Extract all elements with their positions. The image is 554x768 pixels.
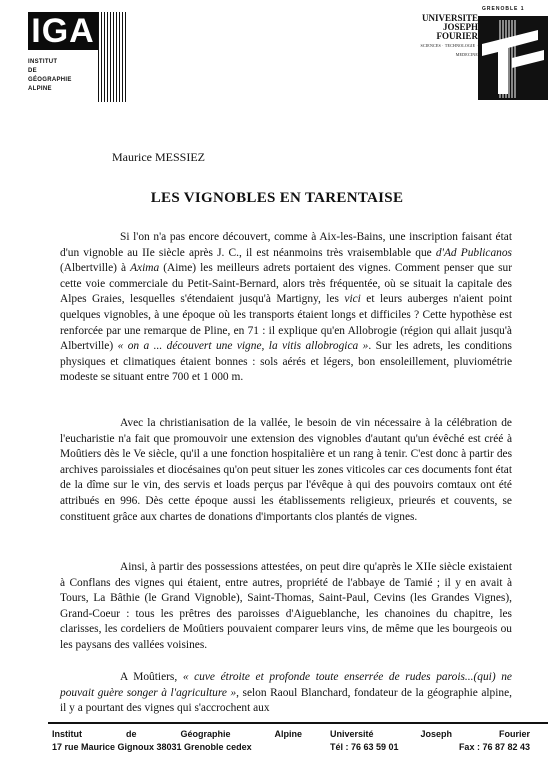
ujf-wordmark [418,14,478,59]
ujf-logo [418,6,548,102]
university-contact [330,741,530,754]
institute-address: 17 rue Maurice Gignoux 38031 Grenoble cedex [52,742,252,752]
university-word: Joseph [420,729,453,739]
iga-name-line: ALPINE [28,86,52,92]
paragraph-emphasis: vici [344,293,361,306]
iga-acronym: IGA [28,12,98,50]
footer-institute [52,728,302,754]
ujf-emblem-icon [478,14,548,102]
footer-divider [48,722,548,724]
paragraph-text: Si l'on n'a pas encore découvert, comme à Aix-les-Bains, une inscription faisant état d'un vignoble au IIe siècle après J. C., il est néanmoins très vraisemblable que [60,231,512,259]
ujf-line-3: SCIENCES · TECHNOLOGIE · MEDECINE [420,43,478,57]
ujf-line-1: UNIVERSITE [421,13,478,23]
iga-name-line: INSTITUT [28,59,58,65]
iga-logo [28,12,112,104]
institute-word: Alpine [274,729,302,739]
institute-name [52,728,302,741]
university-word: Université [330,729,374,739]
university-word: Fourier [498,729,530,739]
university-name [330,728,530,741]
paragraph-text: . Sur les adrets, les conditions physiques et climatiques étaient bonnes : sols aérés et légers, bon ensoleillement, pluviométrie modeste se situant entre 700 et 1 000 m. [60,340,512,384]
ujf-tag: GRENOBLE 1 [482,6,525,12]
iga-name-line: GÉOGRAPHIE [28,77,72,83]
footer-university [330,728,530,754]
paragraph-emphasis: « on a ... découvert une vigne, la vitis allobrogica » [117,340,369,353]
paragraph-emphasis: Axima [130,262,160,275]
fax-number: Fax : 76 87 82 43 [458,742,530,752]
ujf-line-2: JOSEPH FOURIER [436,22,478,41]
paragraph-text: (Albertville) à [60,262,131,275]
institute-word: Géographie [180,729,231,739]
paragraph-text: A Moûtiers, [120,671,183,683]
paragraph-4 [60,670,512,717]
paragraph-text: , selon Raoul Blanchard, fondateur de la géographie alpine, il y a pourtant des vignes qui s'accrochent aux [60,686,512,715]
institute-word: Institut [52,729,82,739]
paragraph-1 [60,230,512,386]
paragraph-text: (Aime) les meilleurs adrets portaient des vignes. Comment penser que sur cette voie commerciale du Petit-Saint-Bernard, alors très fréquentée, où se situait la capitale des Alpes Graies, lesquelles s'étendaient jusqu'à Martigny, les [60,262,512,306]
document-title: LES VIGNOBLES EN TARENTAISE [150,190,404,206]
iga-name [28,58,72,94]
iga-name-line: DE [28,68,37,74]
paragraph-emphasis: d'Ad Publicanos [435,246,512,259]
paragraph-3: Ainsi, à partir des possessions attestées, on peut dire qu'après le XIIe siècle existaient à Conflans des vignes qui étaient, entre autres, propriété de l'abbaye de Tamié ; il y en avait à Tours, La Bâthie (le Grand Vignoble), Saint-Thomas, Saint-Paul, Cevins (les Grandes Vignes), Grand-Coeur : tous les prêtres des paroisses d'Aigueblanche, les chanoines du chapitre, les clarisses, les cordeliers de Moûtiers pouvaient comparer leurs vins, de même que les bourgeois ou les paysans des vallées voisines. [60,561,512,651]
iga-stripes-graphic [98,12,126,102]
author-name: Maurice MESSIEZ [112,150,205,164]
paragraph-2: Avec la christianisation de la vallée, le besoin de vin nécessaire à la célébration de l'eucharistie n'a fait que promouvoir une extension des vignobles d'autant qu'un évêché est créé à Moûtiers dès le Ve siècle, qu'il a une fonction hospitalière et un rang à tenir. C'est donc à partir des archives paroissiales et diocésaines qu'on peut situer les zones viticoles car ces documents font état de la dîme sur le vin, des servis et loads perçus par l'évêque à qui des pouvoirs comtaux ont été attribués en 996. Dès cette époque aussi les établissements religieux, prieurés et couvents, se constituent grâce aux chartes de donations d'importants clos plantés de vignes. [60,417,512,523]
institute-word: de [125,729,137,739]
phone-number: Tél : 76 63 59 01 [330,742,399,752]
paragraph-text: et leurs auberges n'aient point quelques vignobles, à une époque où les transports étaient longs et difficiles ? Cette hypothèse est renforcée par une remarque de Pline, en 71 : il explique qu'en Allobrogie (région qui allait jusqu'à Albertville) [60,293,512,353]
paragraph-quote: « cuve étroite et profonde toute enserrée de rudes parois...(qui) ne pouvait guère songer à l'agriculture » [60,671,512,699]
